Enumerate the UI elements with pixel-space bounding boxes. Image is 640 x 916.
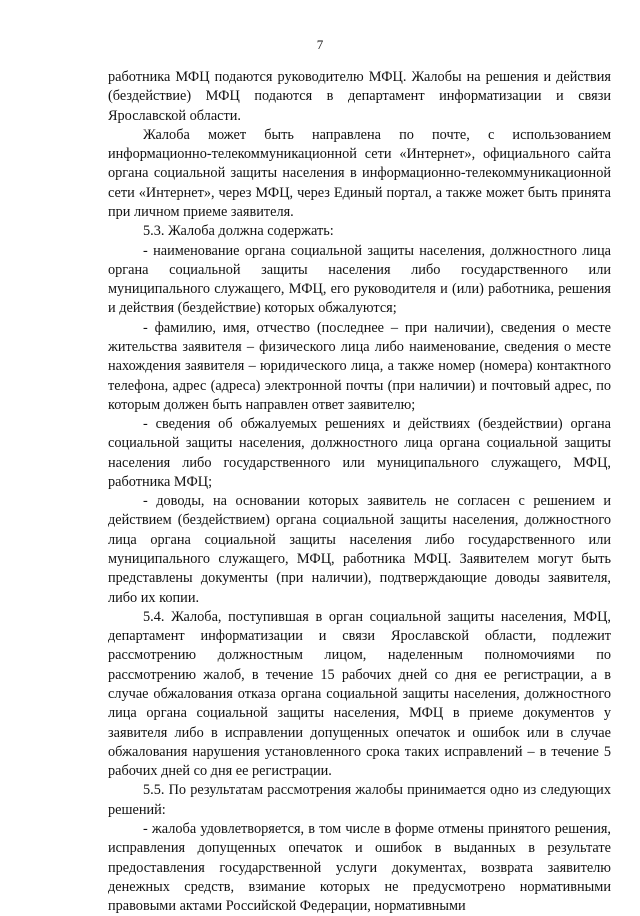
paragraph-complaint-submission-methods: Жалоба может быть направлена по почте, с использованием информационно-телекоммуникационной сети «Интернет», официального сайта органа социальной защиты населения в информационно-телекоммуникационной сети «Интернет», через МФЦ, через Единый портал, а также может быть принята при личном приеме заявителя. bbox=[108, 126, 611, 220]
paragraph-complaint-mfc-continuation: работника МФЦ подаются руководителю МФЦ. Жалобы на решения и действия (бездействие) МФЦ подаются в департамент информатизации и связи Ярославской области. bbox=[108, 69, 611, 124]
list-item-authority-name: - наименование органа социальной защиты населения, должностного лица органа социальной защиты населения либо государственного или муниципального служащего, МФЦ, его руководителя и (или) работника, решения и действия (бездействие) которых обжалуются; bbox=[108, 242, 611, 317]
list-item-arguments: - доводы, на основании которых заявитель не согласен с решением и действием (бездействием) органа социальной защиты населения, должностного лица органа социальной защиты населения либо государственного или муниципального служащего, МФЦ, работника МФЦ. Заявителем могут быть представлены документы (при наличии), подтверждающие доводы заявителя, либо их копии. bbox=[108, 493, 611, 606]
list-item-complaint-satisfied: - жалоба удовлетворяется, в том числе в форме отмены принятого решения, исправления допущенных опечаток и ошибок в выданных в результате предоставления государственной услуги документах, возврата заявителю денежных средств, взимание которых не предусмотрено нормативными правовыми актами Российской Федерации, нормативными bbox=[108, 820, 611, 915]
paragraph-section-5-5: 5.5. По результатам рассмотрения жалобы принимается одно из следующих решений: bbox=[108, 782, 611, 818]
paragraph-section-5-3-heading: 5.3. Жалоба должна содержать: bbox=[143, 223, 334, 240]
list-item-applicant-details: - фамилию, имя, отчество (последнее – при наличии), сведения о месте жительства заявителя – физического лица либо наименование, сведения о месте нахождения заявителя – юридического лица, а также номер (номера) контактного телефона, адрес (адреса) электронной почты (при наличии) и почтовый адрес, по которым должен быть направлен ответ заявителю; bbox=[108, 319, 611, 413]
paragraph-section-5-4: 5.4. Жалоба, поступившая в орган социальной защиты населения, МФЦ, департамент информатизации и связи Ярославской области, подлежит рассмотрению должностным лицом, наделенным полномочиями по рассмотрению жалоб, в течение 15 рабочих дней со дня ее регистрации, а в случае обжалования отказа органа социальной защиты населения, должностного лица органа социальной защиты населения, МФЦ в приеме документов у заявителя либо в исправлении допущенных опечаток и ошибок или в случае обжалования нарушения установленного срока таких исправлений – в течение 5 рабочих дней со дня ее регистрации. bbox=[108, 608, 611, 780]
list-item-appealed-decisions: - сведения об обжалуемых решениях и действиях (бездействии) органа социальной защиты населения, должностного лица органа социальной защиты населения либо государственного или муниципального служащего, МФЦ, работника МФЦ; bbox=[108, 416, 611, 490]
document-body bbox=[108, 68, 611, 916]
page-number: 7 bbox=[316, 37, 324, 52]
